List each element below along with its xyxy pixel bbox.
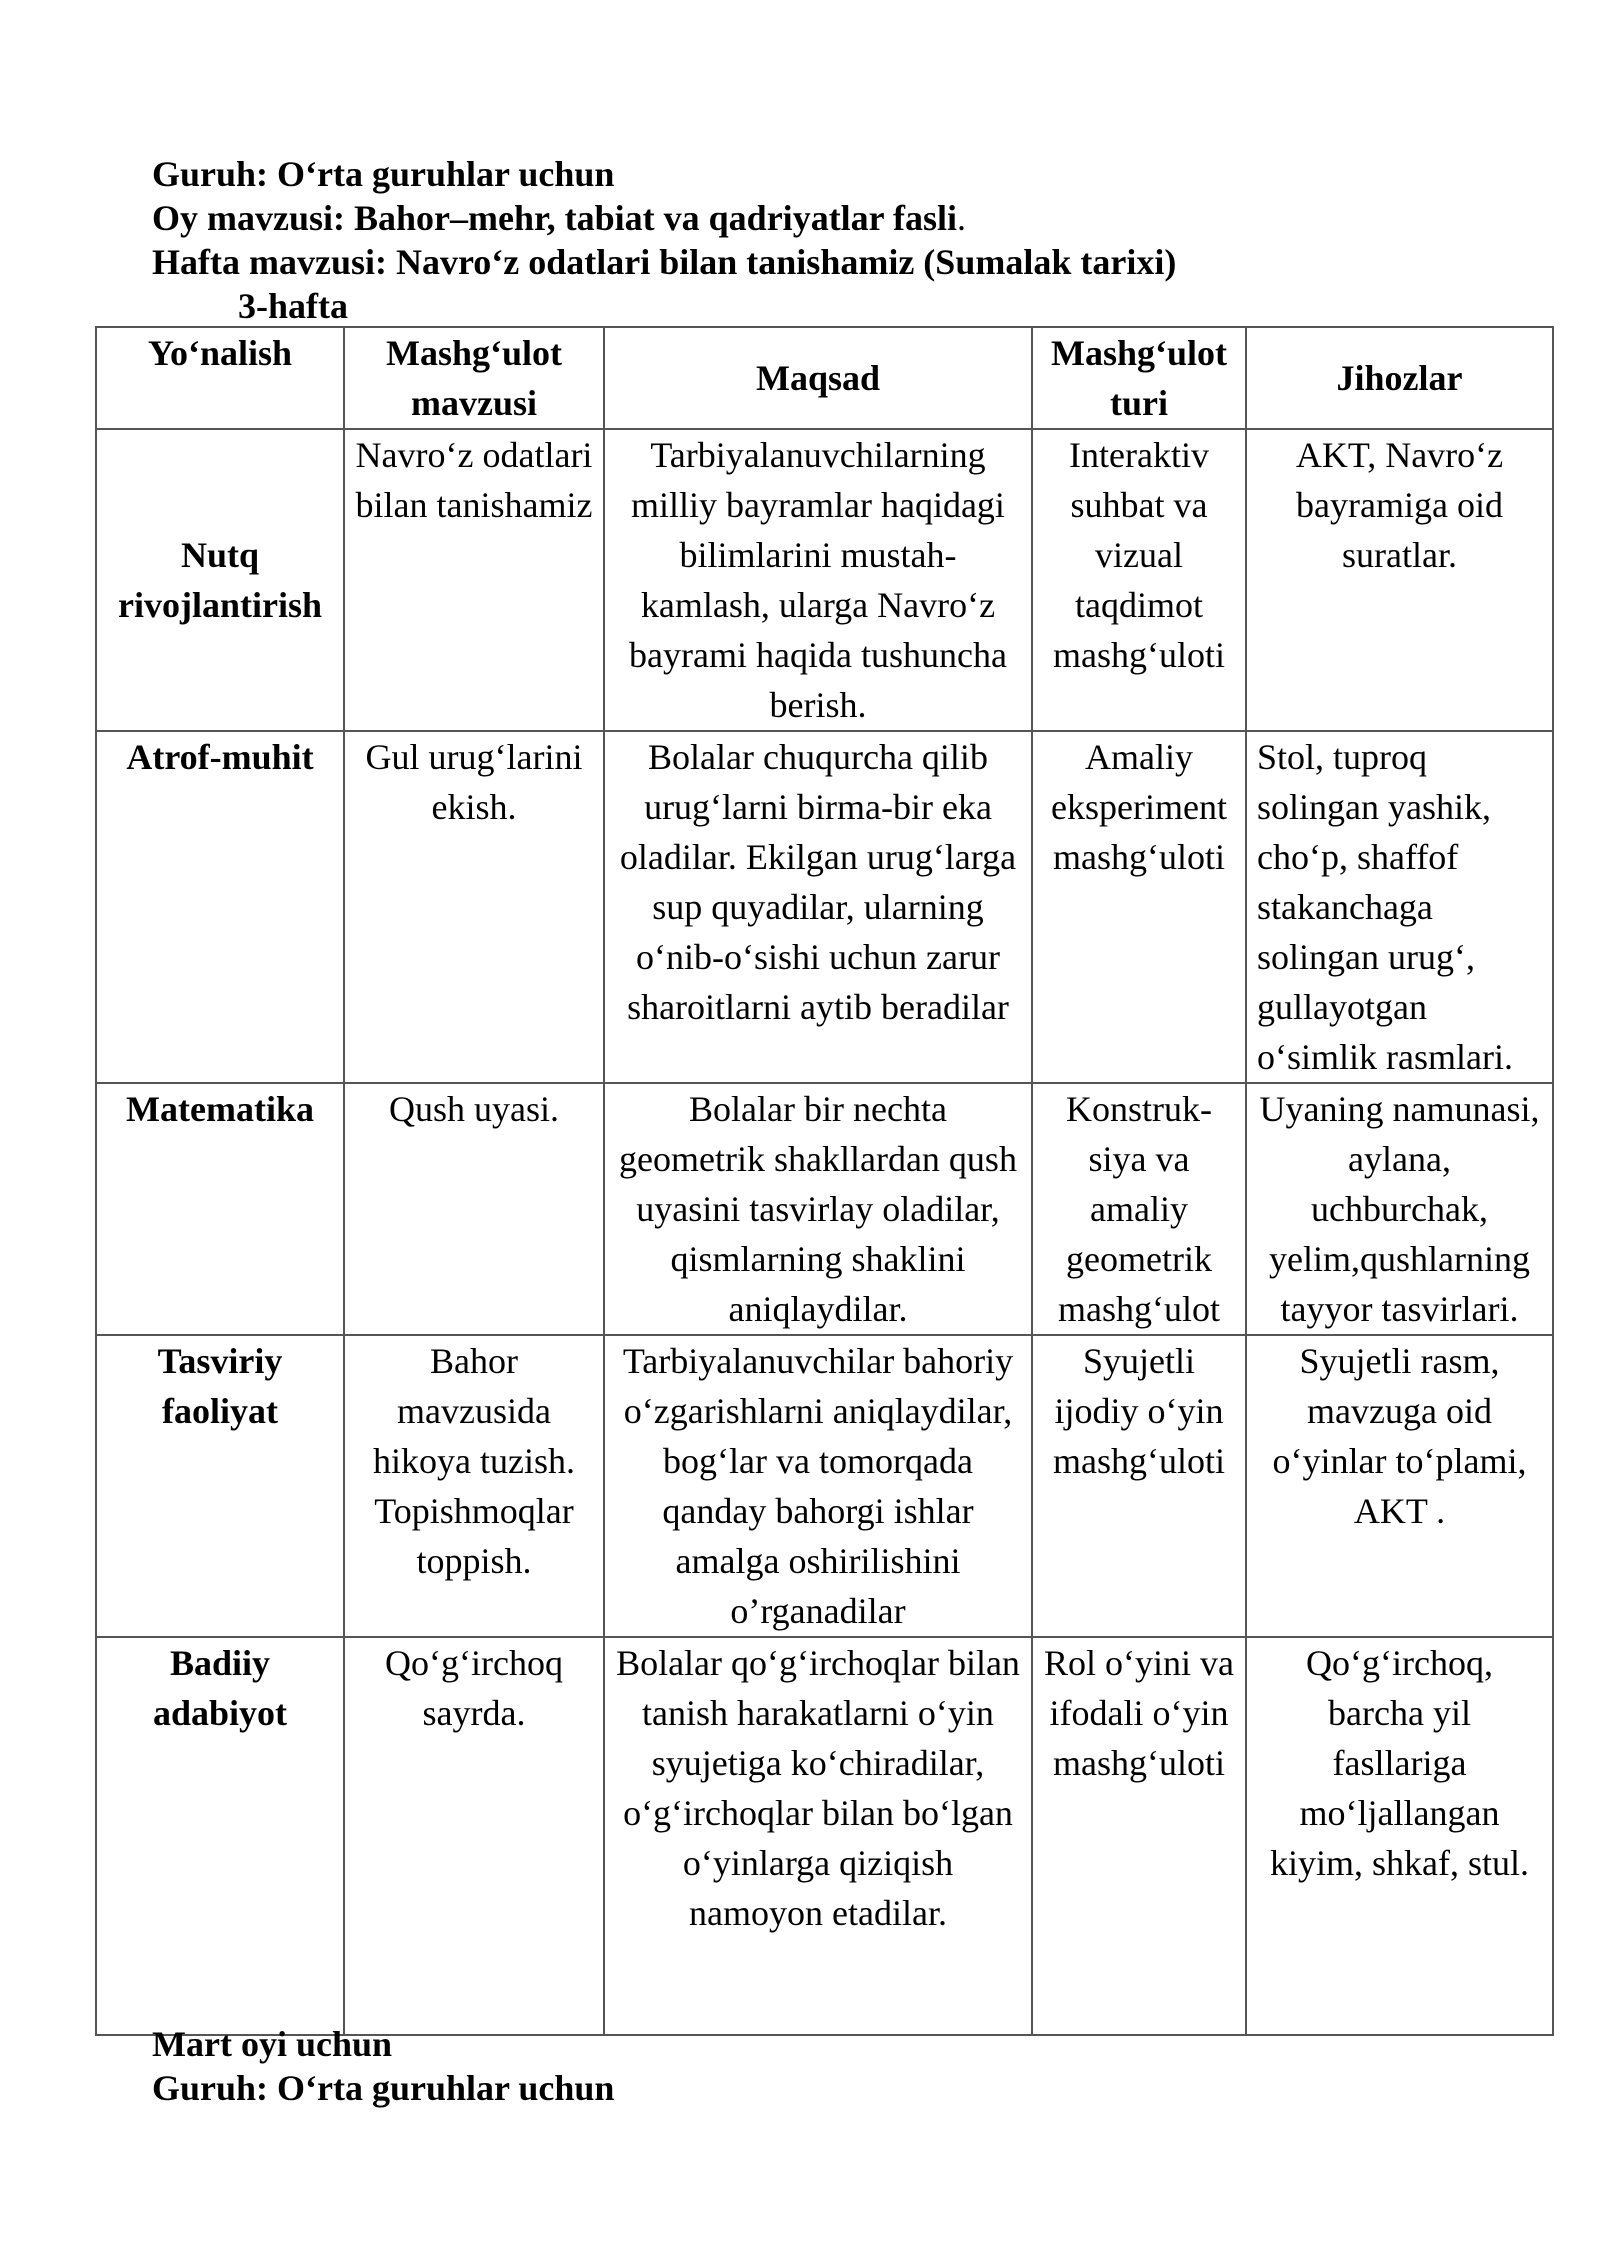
- lesson-plan-table: [95, 326, 1554, 2036]
- table-row: [96, 429, 1553, 731]
- row-direction: Nutq rivojlantirish: [96, 429, 344, 731]
- document-footer: [152, 2022, 614, 2110]
- month-topic-end: .: [957, 198, 967, 238]
- table-row: [96, 1335, 1553, 1637]
- header-equipment: Jihozlar: [1246, 327, 1553, 429]
- document-header: [152, 152, 1176, 328]
- row-type: Konstruk- siya va amaliy geometrik mashg‘ulot: [1032, 1083, 1246, 1335]
- row-equipment: Stol, tuproq solingan yashik, cho‘p, shaffof stakanchaga solingan urug‘, gullayotgan o‘simlik rasmlari.: [1246, 731, 1553, 1083]
- table-header-row: [96, 327, 1553, 429]
- table-row: [96, 731, 1553, 1083]
- row-topic: Navro‘z odatlari bilan tanishamiz: [344, 429, 604, 731]
- month-topic-line: [152, 196, 1176, 240]
- header-type: Mashg‘ulot turi: [1032, 327, 1246, 429]
- row-equipment: Qo‘g‘irchoq, barcha yil fasllariga mo‘ljallangan kiyim, shkaf, stul.: [1246, 1637, 1553, 2035]
- footer-group: Guruh: O‘rta guruhlar uchun: [152, 2068, 615, 2108]
- week-number: 3-hafta: [238, 286, 348, 326]
- row-goal: Bolalar qo‘g‘irchoqlar bilan tanish harakatlarni o‘yin syujetiga ko‘chiradilar, o‘g‘irchoqlar bilan bo‘lgan o‘yinlarga qiziqish namoyon etadilar.: [604, 1637, 1032, 2035]
- header-goal: Maqsad: [604, 327, 1032, 429]
- row-type: Syujetli ijodiy o‘yin mashg‘uloti: [1032, 1335, 1246, 1637]
- row-type: Rol o‘yini va ifodali o‘yin mashg‘uloti: [1032, 1637, 1246, 2035]
- row-topic: Gul urug‘larini ekish.: [344, 731, 604, 1083]
- row-equipment: Uyaning namunasi, aylana, uchburchak, yelim,qushlarning tayyor tasvirlari.: [1246, 1083, 1553, 1335]
- row-topic: Qo‘g‘irchoq sayrda.: [344, 1637, 604, 2035]
- row-type: Interaktiv suhbat va vizual taqdimot mashg‘uloti: [1032, 429, 1246, 731]
- footer-month: Mart oyi uchun: [152, 2024, 393, 2064]
- row-goal: Tarbiyalanuvchilarning milliy bayramlar haqidagi bilimlarini mustah- kamlash, ularga Navro‘z bayrami haqida tushuncha berish.: [604, 429, 1032, 731]
- row-topic: Qush uyasi.: [344, 1083, 604, 1335]
- header-topic: Mashg‘ulot mavzusi: [344, 327, 604, 429]
- row-goal: Bolalar bir nechta geometrik shakllardan qush uyasini tasvirlay oladilar, qismlarning shaklini aniqlaydilar.: [604, 1083, 1032, 1335]
- row-topic: Bahor mavzusida hikoya tuzish. Topishmoqlar toppish.: [344, 1335, 604, 1637]
- week-topic-line: Hafta mavzusi: Navro‘z odatlari bilan tanishamiz (Sumalak tarixi): [152, 242, 1177, 282]
- row-type: Amaliy eksperiment mashg‘uloti: [1032, 731, 1246, 1083]
- row-direction: Atrof-muhit: [96, 731, 344, 1083]
- row-equipment: Syujetli rasm, mavzuga oid o‘yinlar to‘plami, AKT .: [1246, 1335, 1553, 1637]
- group-line: Guruh: O‘rta guruhlar uchun: [152, 154, 615, 194]
- month-topic-text: Oy mavzusi: Bahor–mehr, tabiat va qadriyatlar fasli: [152, 198, 958, 238]
- row-direction: Badiiy adabiyot: [96, 1637, 344, 2035]
- row-direction: Matematika: [96, 1083, 344, 1335]
- row-goal: Bolalar chuqurcha qilib urug‘larni birma-bir eka oladilar. Ekilgan urug‘larga sup quyadilar, ularning o‘nib-o‘sishi uchun zarur sharoitlarni aytib beradilar: [604, 731, 1032, 1083]
- row-direction: Tasviriy faoliyat: [96, 1335, 344, 1637]
- row-equipment: AKT, Navro‘z bayramiga oid suratlar.: [1246, 429, 1553, 731]
- table-row: [96, 1637, 1553, 2035]
- header-direction: Yo‘nalish: [96, 327, 344, 429]
- row-goal: Tarbiyalanuvchilar bahoriy o‘zgarishlarni aniqlaydilar, bog‘lar va tomorqada qanday bahorgi ishlar amalga oshirilishini o’rganadilar: [604, 1335, 1032, 1637]
- table-row: [96, 1083, 1553, 1335]
